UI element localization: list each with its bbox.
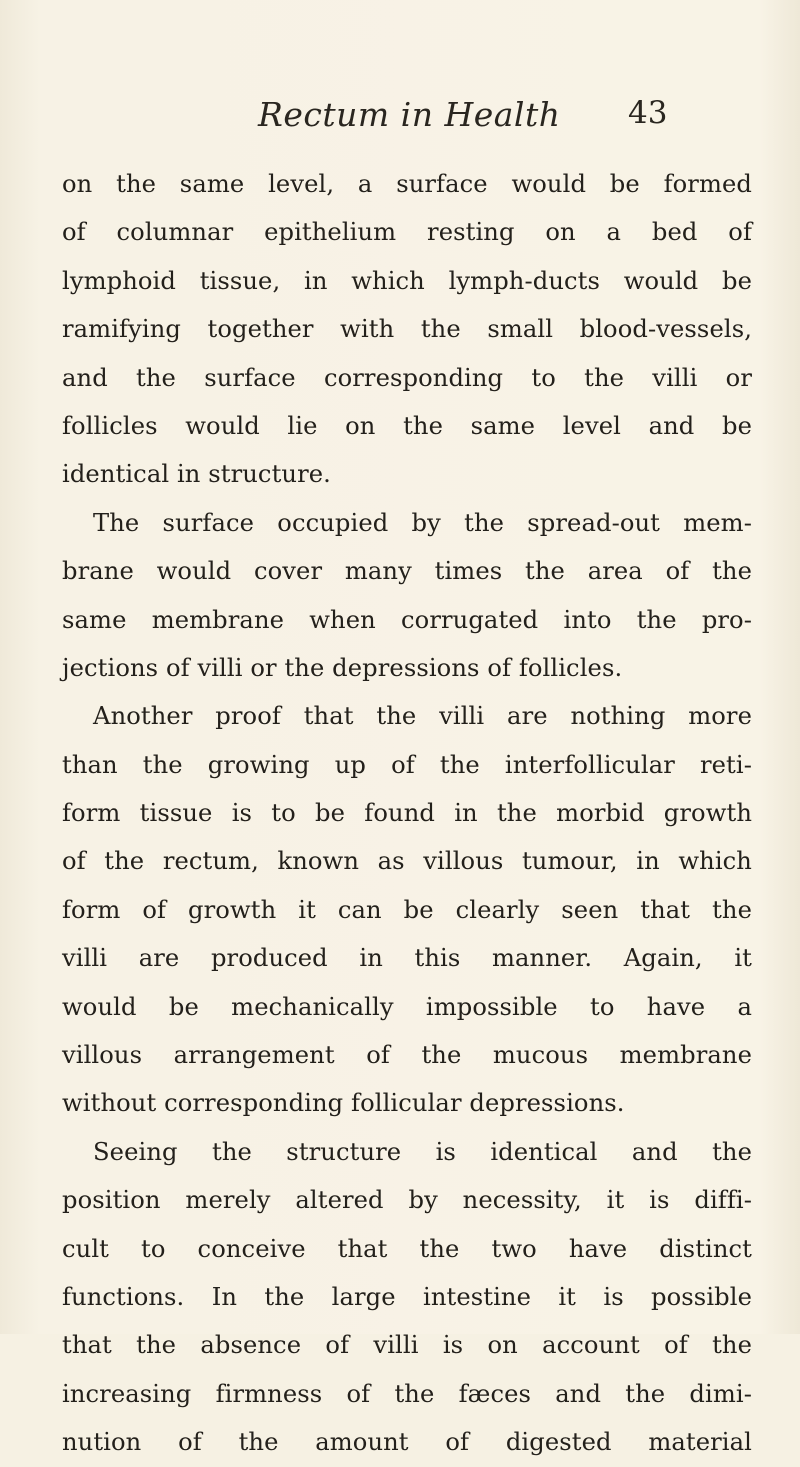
- text-line: follicles would lie on the same level and be: [62, 411, 752, 440]
- text-line: villous arrangement of the mucous membrane: [62, 1041, 752, 1070]
- text-line: would be mechanically impossible to have a: [62, 992, 752, 1021]
- text-line: than the growing up of the interfollicular reti-: [62, 750, 752, 779]
- text-line: that the absence of villi is on account of the: [62, 1331, 752, 1360]
- text-line: without corresponding follicular depressions.: [62, 1089, 625, 1118]
- text-line: form tissue is to be found in the morbid growth: [62, 799, 752, 828]
- running-head: [0, 95, 800, 145]
- text-line: ramifying together with the small blood-vessels,: [62, 315, 752, 344]
- text-line: on the same level, a surface would be formed: [62, 170, 752, 198]
- text-line: identical in structure.: [62, 460, 331, 489]
- text-line: functions. In the large intestine it is possible: [62, 1282, 752, 1311]
- text-line: brane would cover many times the area of the: [62, 557, 752, 586]
- text-line: position merely altered by necessity, it is diffi-: [62, 1186, 752, 1215]
- text-line: increasing firmness of the fæces and the dimi-: [62, 1379, 752, 1408]
- text-line: lymphoid tissue, in which lymph-ducts would be: [62, 266, 752, 295]
- text-line: Seeing the structure is identical and the: [93, 1137, 752, 1166]
- page-number: 43: [628, 95, 668, 131]
- text-line: same membrane when corrugated into the pro-: [62, 605, 752, 634]
- text-line: villi are produced in this manner. Again, it: [62, 944, 752, 973]
- text-line: Another proof that the villi are nothing more: [93, 702, 752, 731]
- text-line: jections of villi or the depressions of follicles.: [62, 653, 623, 682]
- text-line: form of growth it can be clearly seen that the: [62, 895, 752, 924]
- text-line: of the rectum, known as villous tumour, in which: [62, 847, 752, 876]
- body-text: [62, 160, 752, 1467]
- text-line: The surface occupied by the spread-out mem-: [93, 508, 752, 537]
- running-title: Rectum in Health: [258, 95, 561, 134]
- text-line: and the surface corresponding to the villi or: [62, 363, 752, 392]
- text-line: cult to conceive that the two have distinct: [62, 1234, 752, 1263]
- text-line: nution of the amount of digested material: [62, 1428, 752, 1457]
- text-line: of columnar epithelium resting on a bed of: [62, 218, 752, 247]
